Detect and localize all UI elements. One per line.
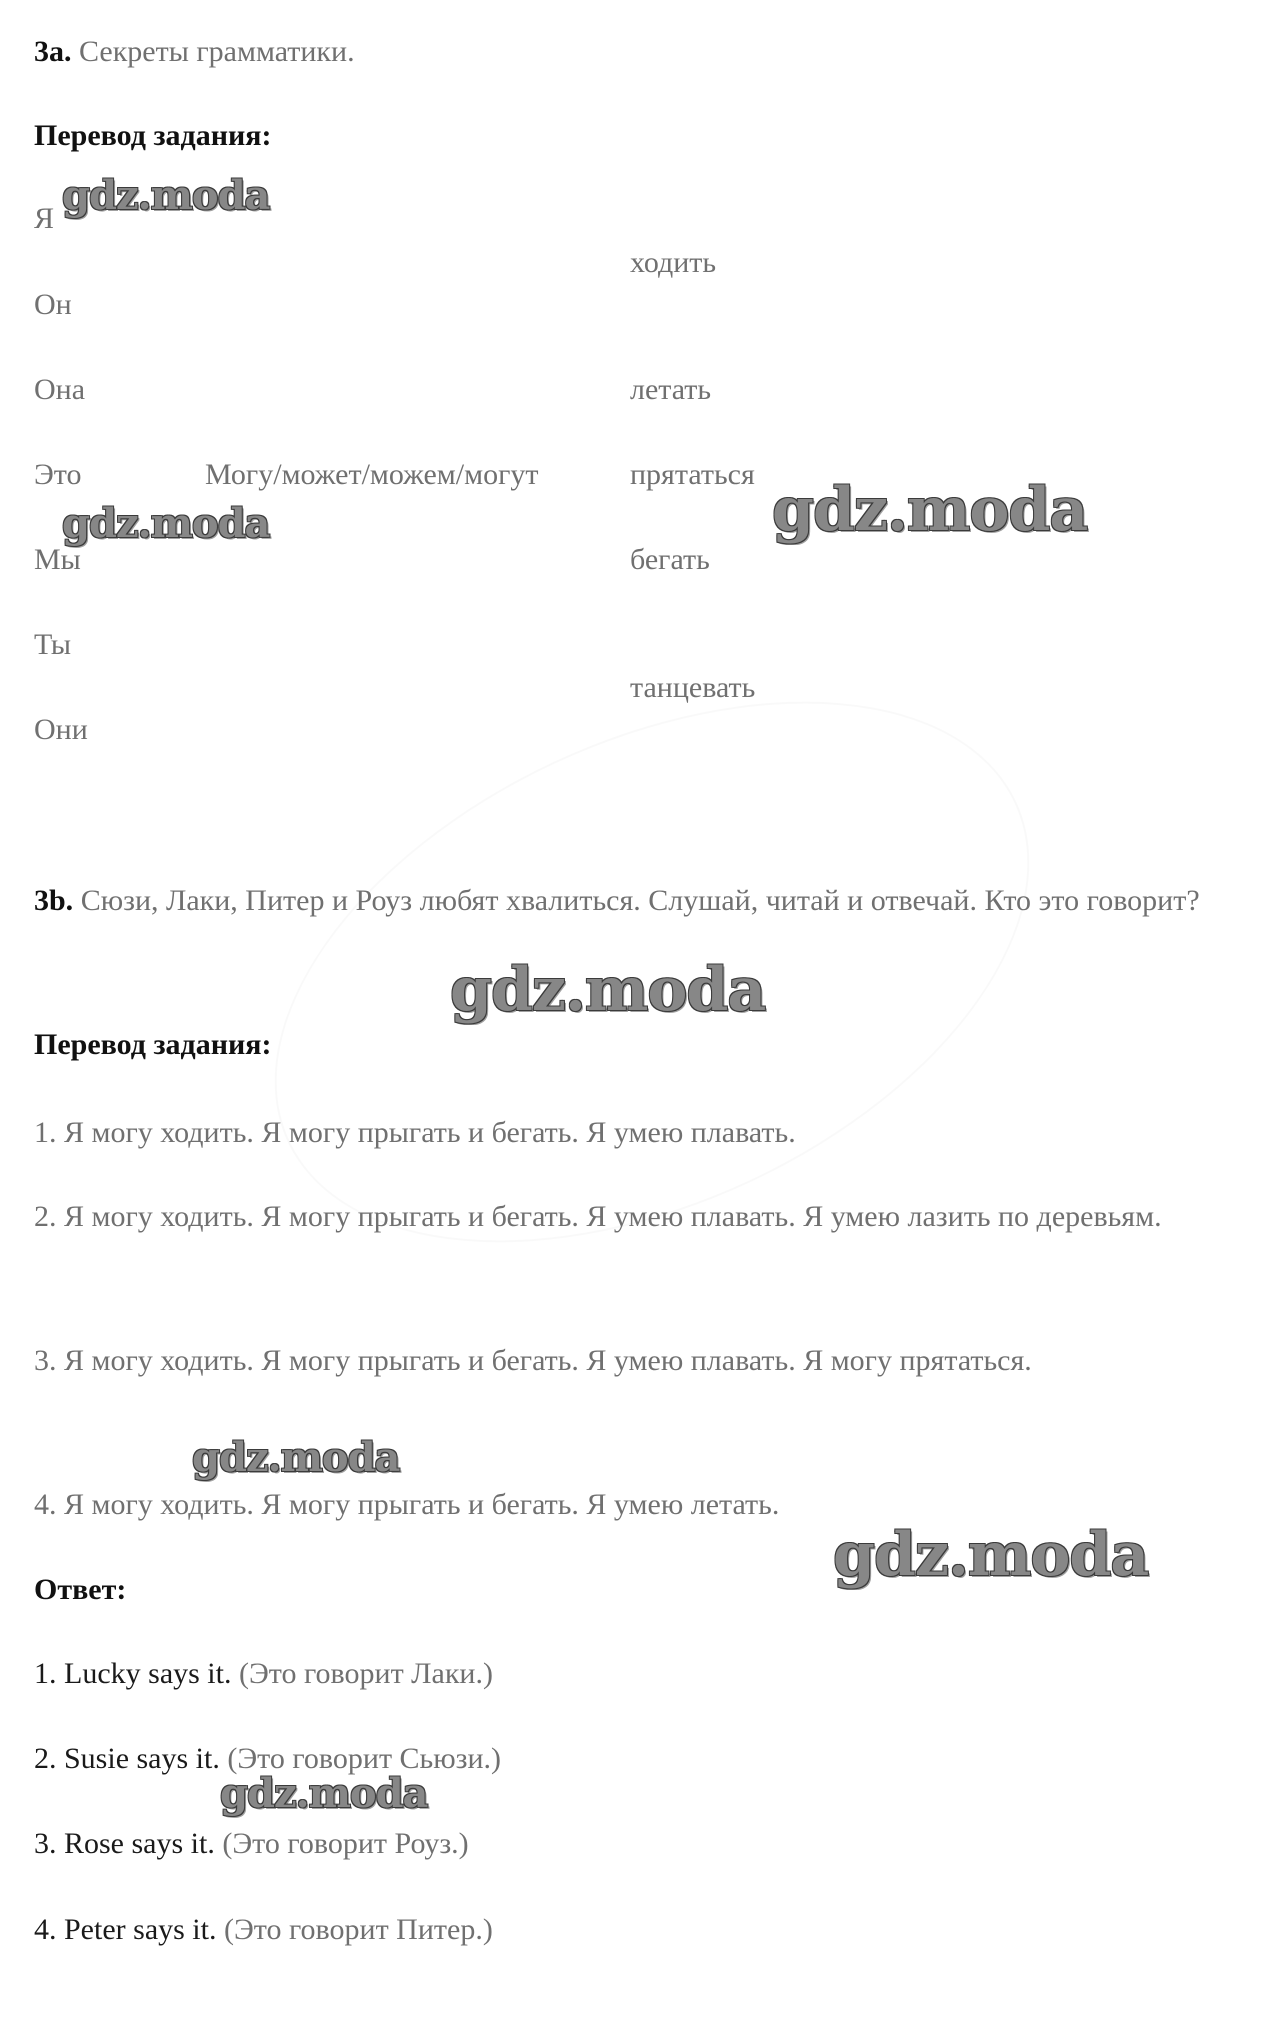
section-3b-number: 3b.: [34, 884, 74, 917]
answer-item-russian: (Это говорит Лаки.): [238, 1657, 493, 1690]
pronoun-item: Я: [34, 202, 55, 235]
verb-item: бегать: [630, 543, 710, 576]
answer-item: [34, 1824, 469, 1864]
translation-item: 4. Я могу ходить. Я могу прыгать и бегать. Я умею летать.: [34, 1488, 780, 1521]
answer-heading: Ответ:: [34, 1573, 127, 1606]
verb-item: танцевать: [630, 671, 756, 704]
pronoun-item: Ты: [34, 628, 71, 661]
section-3b-text: Сюзи, Лаки, Питер и Роуз любят хвалиться. Слушай, читай и отвечай. Кто это говорит?: [80, 884, 1200, 917]
section-3a-title: Секреты грамматики.: [79, 35, 355, 68]
pronoun-item: Мы: [34, 543, 81, 576]
answer-item-english: 3. Rose says it.: [34, 1827, 215, 1860]
pronoun-item: Она: [34, 373, 86, 406]
section-3b-translation-heading: Перевод задания:: [34, 1028, 272, 1061]
verb-item: ходить: [630, 246, 717, 279]
answer-item-english: 2. Susie says it.: [34, 1742, 220, 1775]
watermark-logo: gdz.moda: [450, 955, 766, 1025]
translation-item: 2. Я могу ходить. Я могу прыгать и бегать. Я умею плавать. Я умею лазить по деревьям.: [34, 1200, 1162, 1233]
translation-item: 3. Я могу ходить. Я могу прыгать и бегать. Я умею плавать. Я могу прятаться.: [34, 1344, 1032, 1377]
watermark-logo: gdz.moda: [220, 1770, 428, 1817]
section-3a-heading: [34, 32, 355, 72]
pronoun-item: Это: [34, 458, 82, 491]
watermark-logo: gdz.moda: [833, 1520, 1149, 1590]
verb-item: прятаться: [630, 458, 755, 491]
section-3a-translation-heading: Перевод задания:: [34, 119, 272, 152]
verb-item: летать: [630, 373, 712, 406]
modal-verb-forms: Могу/может/можем/могут: [205, 458, 539, 491]
watermark-logo: gdz.moda: [62, 172, 270, 219]
answer-item-russian: (Это говорит Питер.): [223, 1913, 493, 1946]
section-3b-instruction: [34, 870, 1214, 932]
watermark-logo: gdz.moda: [62, 500, 270, 547]
watermark-logo: gdz.moda: [192, 1434, 400, 1481]
answer-item-english: 4. Peter says it.: [34, 1913, 217, 1946]
answer-item: [34, 1654, 493, 1694]
answer-item-russian: (Это говорит Роуз.): [222, 1827, 469, 1860]
section-3a-number: 3a.: [34, 35, 72, 68]
pronoun-item: Он: [34, 288, 72, 321]
answer-item: [34, 1910, 493, 1950]
pronoun-item: Они: [34, 713, 88, 746]
watermark-logo: gdz.moda: [772, 475, 1088, 545]
answer-item-russian: (Это говорит Сьюзи.): [227, 1742, 502, 1775]
translation-item: 1. Я могу ходить. Я могу прыгать и бегать. Я умею плавать.: [34, 1116, 796, 1149]
answer-item-english: 1. Lucky says it.: [34, 1657, 232, 1690]
